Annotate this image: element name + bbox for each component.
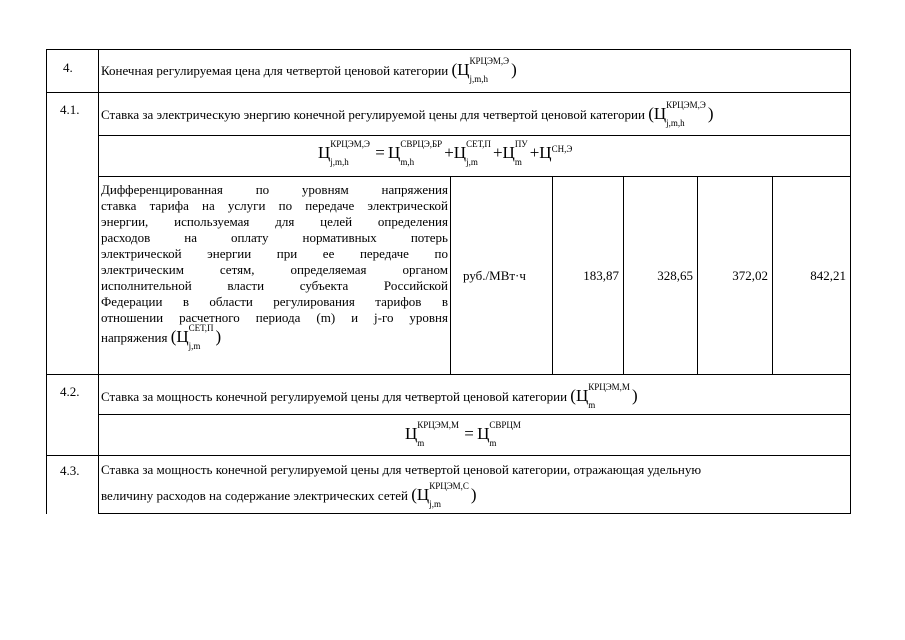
symbol-sup: СЕТ,П [188, 323, 214, 334]
row-title [101, 382, 638, 411]
table-right-border [850, 49, 851, 514]
formula-symbol: Ц [388, 143, 401, 162]
value-cell: 328,65 [657, 268, 693, 283]
row-title-continued [101, 481, 477, 510]
symbol-indices [400, 139, 443, 168]
row-number: 4. [63, 60, 73, 75]
description-line: расходов на оплату нормативных потерь [101, 230, 448, 245]
symbol-sub: m [417, 438, 425, 449]
table-bottom-border [98, 513, 851, 514]
description-text: напряжения [101, 330, 168, 345]
column-divider [98, 49, 99, 514]
formula-energy-rate [318, 139, 574, 168]
symbol-sub: j,m,h [666, 118, 685, 129]
symbol-sup: СЕТ,П [466, 139, 491, 150]
unit-label: руб./МВт·ч [463, 268, 526, 283]
symbol-sub: j,m,h [469, 74, 488, 85]
symbol-indices [588, 382, 630, 411]
symbol-indices [429, 481, 469, 510]
symbol-indices [666, 100, 706, 129]
row-title-text: Ставка за электрическую энергию конечной регулируемой цены для четвертой ценовой категории [101, 107, 645, 122]
value-cell: 372,02 [732, 268, 768, 283]
row-number: 4.2. [60, 384, 80, 399]
description-line: Федерации в области регулирования тарифов в [101, 294, 448, 309]
plus-sign: + [444, 143, 454, 162]
row-number: 4.1. [60, 102, 80, 117]
paren-open: ( [411, 485, 417, 504]
symbol-indices [330, 139, 370, 168]
paren-close: ) [511, 60, 517, 79]
formula-symbol: Ц [318, 143, 331, 162]
description-line: ставка тарифа на услуги по передаче электрической [101, 198, 448, 213]
symbol-base: Ц [457, 60, 470, 79]
formula-symbol: Ц [405, 424, 418, 443]
row-title-text: Конечная регулируемая цена для четвертой ценовой категории [101, 63, 449, 78]
symbol-sub: m [588, 400, 596, 411]
value-cell: 183,87 [583, 268, 619, 283]
column-divider [450, 176, 451, 374]
paren-close: ) [215, 327, 222, 346]
description-line: электрической энергии при ее передаче по [101, 246, 448, 261]
paren-open: ( [451, 60, 458, 79]
symbol-sup: КРЦЭМ,С [429, 481, 469, 492]
formula-symbol: Ц [477, 424, 490, 443]
symbol-sub: j,m [429, 499, 441, 510]
symbol-sup: КРЦЭМ,Э [330, 139, 370, 150]
formula-symbol: Ц [502, 143, 515, 162]
row-title-text: величину расходов на содержание электрических сетей [101, 488, 408, 503]
description-line: исполнительной власти субъекта Российской [101, 278, 448, 293]
symbol-sub: j,m [466, 157, 478, 168]
formula-capacity-rate [405, 420, 523, 449]
formula-symbol: Ц [539, 143, 552, 162]
equals-sign: = [375, 143, 385, 162]
row-divider [98, 414, 851, 415]
row-divider [98, 176, 851, 177]
symbol-sub: m,h [400, 157, 415, 168]
symbol-base: Ц [176, 327, 189, 346]
symbol-base: Ц [416, 485, 430, 504]
symbol-sub: m [514, 157, 522, 168]
symbol-indices [188, 323, 214, 352]
row-title [101, 100, 714, 129]
description-line: электрическим сетям, определяемая органом [101, 262, 448, 277]
description-line: отношении расчетного периода (m) и j-го уровня [101, 310, 448, 325]
tariff-description [101, 182, 448, 352]
row-divider [98, 135, 851, 136]
row-title [101, 56, 517, 85]
symbol-indices [469, 56, 510, 85]
symbol-sup: ПУ [514, 139, 528, 150]
row-title-text: Ставка за мощность конечной регулируемой цены для четвертой ценовой категории, отражающая удельную [101, 462, 702, 477]
symbol-indices [417, 420, 459, 449]
symbol-sup: КРЦЭМ,М [417, 420, 459, 431]
symbol-indices [551, 143, 573, 160]
paren-close: ) [470, 485, 477, 504]
row-divider [46, 455, 851, 456]
description-line-last [101, 323, 448, 352]
description-line: энергии, используемая для целей определения [101, 214, 448, 229]
row-divider [46, 374, 851, 375]
row-number: 4.3. [60, 463, 80, 478]
plus-sign: + [492, 143, 503, 162]
row-title-text: Ставка за мощность конечной регулируемой цены для четвертой ценовой категории [101, 389, 568, 404]
paren-close: ) [707, 104, 714, 123]
symbol-base: Ц [575, 386, 589, 405]
paren-open: ( [570, 386, 576, 405]
row-title [101, 461, 701, 478]
symbol-sup: КРЦЭМ,Э [666, 100, 706, 111]
row-divider [46, 92, 851, 93]
symbol-sub: j,m [188, 341, 201, 352]
description-line: Дифференцированная по уровням напряжения [101, 182, 448, 197]
formula-symbol: Ц [453, 143, 467, 162]
symbol-sup: СН,Э [551, 143, 573, 154]
paren-open: ( [170, 327, 177, 346]
symbol-sub: m [489, 438, 497, 449]
symbol-base: Ц [653, 104, 667, 123]
symbol-sup: СВРЦЭ,БР [400, 139, 443, 150]
paren-close: ) [631, 386, 638, 405]
equals-sign: = [464, 424, 474, 443]
table-top-border [46, 49, 851, 50]
symbol-sup: КРЦЭМ,М [588, 382, 630, 393]
table-left-border [46, 49, 47, 514]
paren-open: ( [648, 104, 654, 123]
plus-sign: + [529, 143, 540, 162]
symbol-sub: j,m,h [330, 157, 349, 168]
symbol-indices [514, 139, 528, 168]
symbol-sup: КРЦЭМ,Э [469, 56, 510, 67]
symbol-indices [466, 139, 491, 168]
symbol-indices [489, 420, 521, 449]
symbol-sup: СВРЦМ [489, 420, 521, 431]
value-cell: 842,21 [810, 268, 846, 283]
